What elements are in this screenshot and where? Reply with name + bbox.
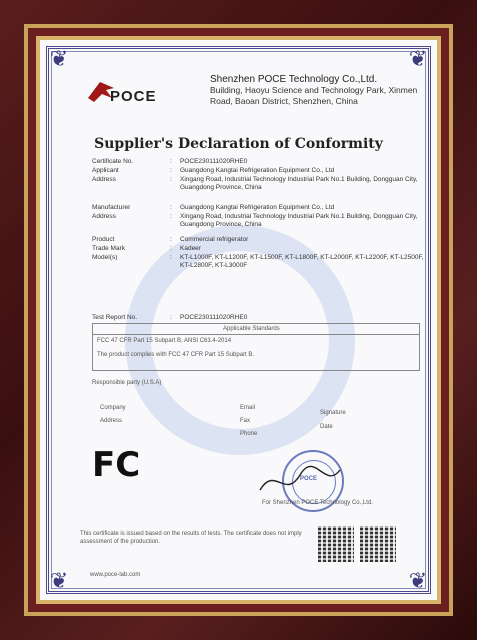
date-label: Date bbox=[320, 424, 333, 430]
corner-ornament-icon: ❦ bbox=[408, 568, 428, 593]
field-value: Guangdong Kangtai Refrigeration Equipment Co., Ltd bbox=[180, 204, 335, 211]
standards-text: FCC 47 CFR Part 15 Subpart B, ANSI C63.4-2014 bbox=[97, 338, 232, 344]
company-header bbox=[210, 74, 425, 107]
field-label: Address bbox=[92, 213, 116, 220]
contact-fax-label: Fax bbox=[240, 418, 251, 424]
standards-table-header bbox=[93, 324, 419, 335]
corner-ornament-icon: ❦ bbox=[408, 46, 428, 71]
field-value: KT-L1000F, KT-L1200F, KT-L1500F, KT-L1800F, KT-L2000F, KT-L2200F, KT-L2500F, KT-L2800F, KT-L3000F bbox=[180, 254, 424, 269]
contact-phone-label: Phone bbox=[240, 431, 258, 437]
field-label: Product bbox=[92, 236, 115, 243]
responsible-party: Responsible party (U.S.A) bbox=[92, 380, 162, 386]
qr-code-icon bbox=[318, 526, 354, 562]
certificate-paper: ❦ ❦ ❦ ❦ POCE Shenzhen POCE Technology Co.,Ltd. Building, Haoyu Science and Technology Park, Xinmen Road, Baoan District, Shenzhen, China Supplier's Declaration of Conformity Certificate No. : POCE230111020RHE0 Applicant : Guangdong Kangtai Refrigeration Equipment Co., Ltd Address : Xingang Road, Industrial Technology Industrial Park No.1 Building, Dongguan City, Guangdong Province, China Manufacturer : Guangdong Kangtai Refrigeration Equipment Co., Ltd Address : Xingang Road, Industrial Technology Industrial Park No.1 Building, Dongguan City, Guangdong Province, China Product : Commercial refrigerator Trade Mark : Kadeer Model(s) : KT-L1000F, KT-L1200F, KT-L1500F, KT-L1800F, KT-L2000F, KT-L2200F, KT-L2500F, KT-L2800F, KT-L3000F Test Report No. : POCE230111020RHE0 Applicable Standards FCC 47 CFR Part 15 Subpart B, ANSI C63.4-2014 The product complies with FCC 47 CFR Part 15 Subpart B. Responsible party (U.S.A) Company Email Signature Address Fax Date Phone FC POCE For Shenzhen POCE Technology Co.,Ltd. This certificate is issued based on the results of tests. The certificate does not imply assessment of the production. www.poce-lab.com bbox=[40, 40, 437, 600]
field-value: Xingang Road, Industrial Technology Industrial Park No.1 Building, Dongguan City, Guangdong Province, China bbox=[180, 213, 418, 228]
standards-table bbox=[92, 323, 420, 371]
field-label: Applicant bbox=[92, 167, 119, 174]
standards-header: Applicable Standards bbox=[223, 326, 280, 332]
corner-ornament-icon: ❦ bbox=[49, 46, 69, 71]
signature-label: Signature bbox=[320, 410, 346, 416]
field-value: POCE230111020RHE0 bbox=[180, 158, 248, 165]
field-value: Xingang Road, Industrial Technology Industrial Park No.1 Building, Dongguan City, Guangdong Province, China bbox=[180, 176, 418, 191]
company-logo bbox=[86, 78, 176, 108]
footer-website: www.poce-lab.com bbox=[90, 572, 141, 578]
field-label: Address bbox=[92, 176, 116, 183]
company-address: Building, Haoyu Science and Technology Park, Xinmen Road, Baoan District, Shenzhen, China bbox=[210, 85, 418, 106]
corner-ornament-icon: ❦ bbox=[49, 568, 69, 593]
company-name: Shenzhen POCE Technology Co.,Ltd. bbox=[210, 74, 378, 85]
contact-address-label: Address bbox=[100, 418, 123, 424]
issued-by: For Shenzhen POCE Technology Co.,Ltd. bbox=[262, 500, 373, 506]
field-label: Certificate No. bbox=[92, 158, 134, 165]
field-value: Commercial refrigerator bbox=[180, 236, 249, 243]
field-value: POCE230111020RHE0 bbox=[180, 314, 248, 321]
field-value: Guangdong Kangtai Refrigeration Equipment Co., Ltd bbox=[180, 167, 335, 174]
field-label: Model(s) bbox=[92, 254, 118, 261]
page-title: Supplier's Declaration of Conformity bbox=[94, 136, 383, 152]
logo-text: POCE bbox=[110, 88, 157, 105]
qr-code-icon bbox=[360, 526, 396, 562]
contact-email-label: Email bbox=[240, 405, 256, 411]
statement-text: The product complies with FCC 47 CFR Part 15 Subpart B. bbox=[97, 352, 255, 358]
contact-company-label: Company bbox=[100, 405, 126, 411]
field-label: Trade Mark bbox=[92, 245, 125, 252]
field-label: Manufacturer bbox=[92, 204, 131, 211]
seal-text: POCE bbox=[300, 476, 318, 482]
footer-notice: This certificate is issued based on the results of tests. The certificate does not imply assessment of the production. bbox=[80, 531, 302, 545]
signature-icon bbox=[255, 460, 345, 500]
field-value: Kadeer bbox=[180, 245, 201, 252]
fcc-logo-icon bbox=[92, 446, 152, 480]
fcc-logo-text: FC bbox=[92, 446, 141, 480]
field-label: Test Report No. bbox=[92, 314, 138, 321]
